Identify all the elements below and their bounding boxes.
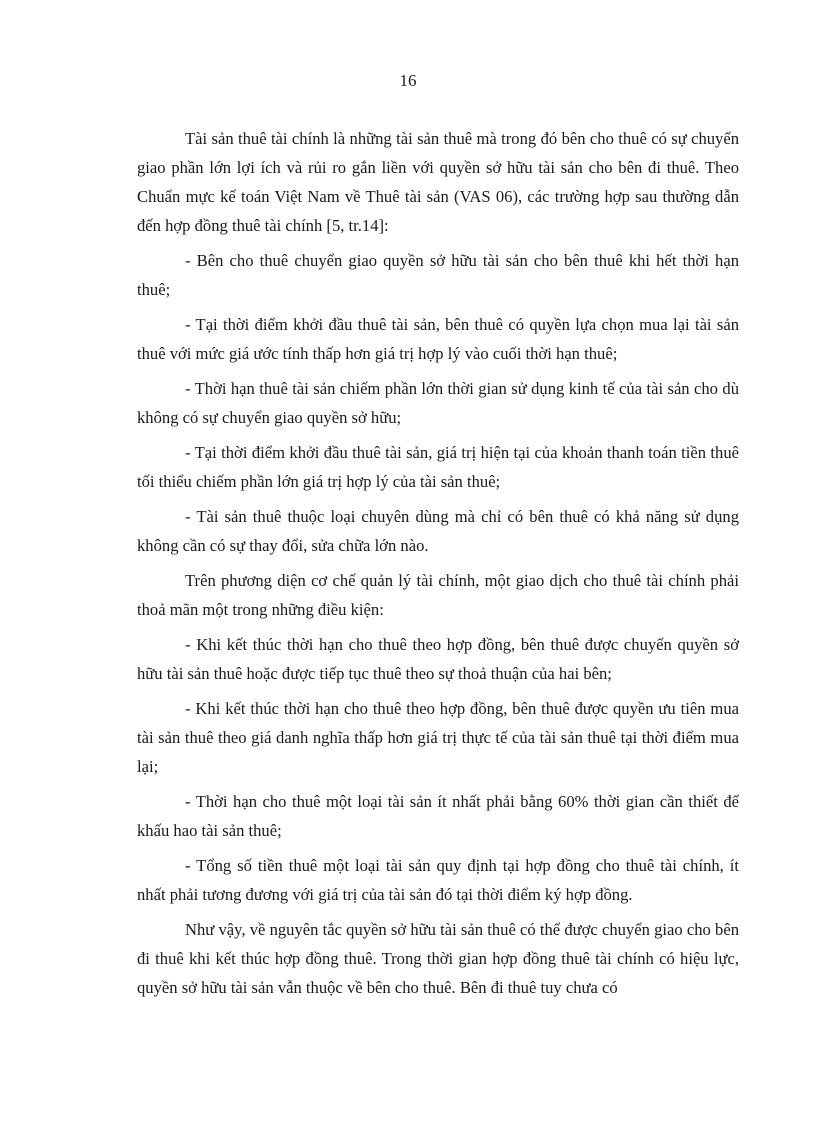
paragraph-criterion-3: - Thời hạn thuê tài sản chiếm phần lớn thời gian sử dụng kinh tế của tài sản cho dù không có sự chuyển giao quyền sở hữu; xyxy=(137,379,739,427)
paragraph-condition-1: - Khi kết thúc thời hạn cho thuê theo hợp đồng, bên thuê được chuyển quyền sở hữu tài sản thuê hoặc được tiếp tục thuê theo sự thoả thuận của hai bên; xyxy=(137,635,739,683)
paragraph-condition-2: - Khi kết thúc thời hạn cho thuê theo hợp đồng, bên thuê được quyền ưu tiên mua tài sản thuê theo giá danh nghĩa thấp hơn giá trị thực tế của tài sản thuê tại thời điểm mua lại; xyxy=(137,699,739,776)
paragraph-criterion-4: - Tại thời điểm khởi đầu thuê tài sản, giá trị hiện tại của khoản thanh toán tiền thuê tối thiểu chiếm phần lớn giá trị hợp lý của tài sản thuê; xyxy=(137,443,739,491)
paragraph-intro: Tài sản thuê tài chính là những tài sản thuê mà trong đó bên cho thuê có sự chuyển giao phần lớn lợi ích và rủi ro gắn liền với quyền sở hữu tài sản cho bên đi thuê. Theo Chuẩn mực kế toán Việt Nam về Thuê tài sản (VAS 06), các trường hợp sau thường dẫn đến hợp đồng thuê tài chính [5, tr.14]: xyxy=(137,129,739,235)
paragraph-condition-3: - Thời hạn cho thuê một loại tài sản ít nhất phải bằng 60% thời gian cần thiết để khấu hao tài sản thuê; xyxy=(137,792,739,840)
paragraph-criterion-1: - Bên cho thuê chuyển giao quyền sở hữu tài sản cho bên thuê khi hết thời hạn thuê; xyxy=(137,251,739,299)
paragraph-condition-4: - Tổng số tiền thuê một loại tài sản quy định tại hợp đồng cho thuê tài chính, ít nhất phải tương đương với giá trị của tài sản đó tại thời điểm ký hợp đồng. xyxy=(137,856,739,904)
paragraph-conclusion: Như vậy, về nguyên tắc quyền sở hữu tài sản thuê có thể được chuyển giao cho bên đi thuê khi kết thúc hợp đồng thuê. Trong thời gian hợp đồng thuê tài chính có hiệu lực, quyền sở hữu tài sản vẫn thuộc về bên cho thuê. Bên đi thuê tuy chưa có xyxy=(137,920,739,997)
document-body xyxy=(137,124,739,1002)
paragraph-criterion-2: - Tại thời điểm khởi đầu thuê tài sản, bên thuê có quyền lựa chọn mua lại tài sản thuê với mức giá ước tính thấp hơn giá trị hợp lý vào cuối thời hạn thuê; xyxy=(137,315,739,363)
page-number: 16 xyxy=(399,71,417,90)
paragraph-criterion-5: - Tài sản thuê thuộc loại chuyên dùng mà chỉ có bên thuê có khả năng sử dụng không cần có sự thay đổi, sửa chữa lớn nào. xyxy=(137,507,739,555)
paragraph-financial-mechanism: Trên phương diện cơ chế quản lý tài chính, một giao dịch cho thuê tài chính phải thoả mãn một trong những điều kiện: xyxy=(137,571,739,619)
